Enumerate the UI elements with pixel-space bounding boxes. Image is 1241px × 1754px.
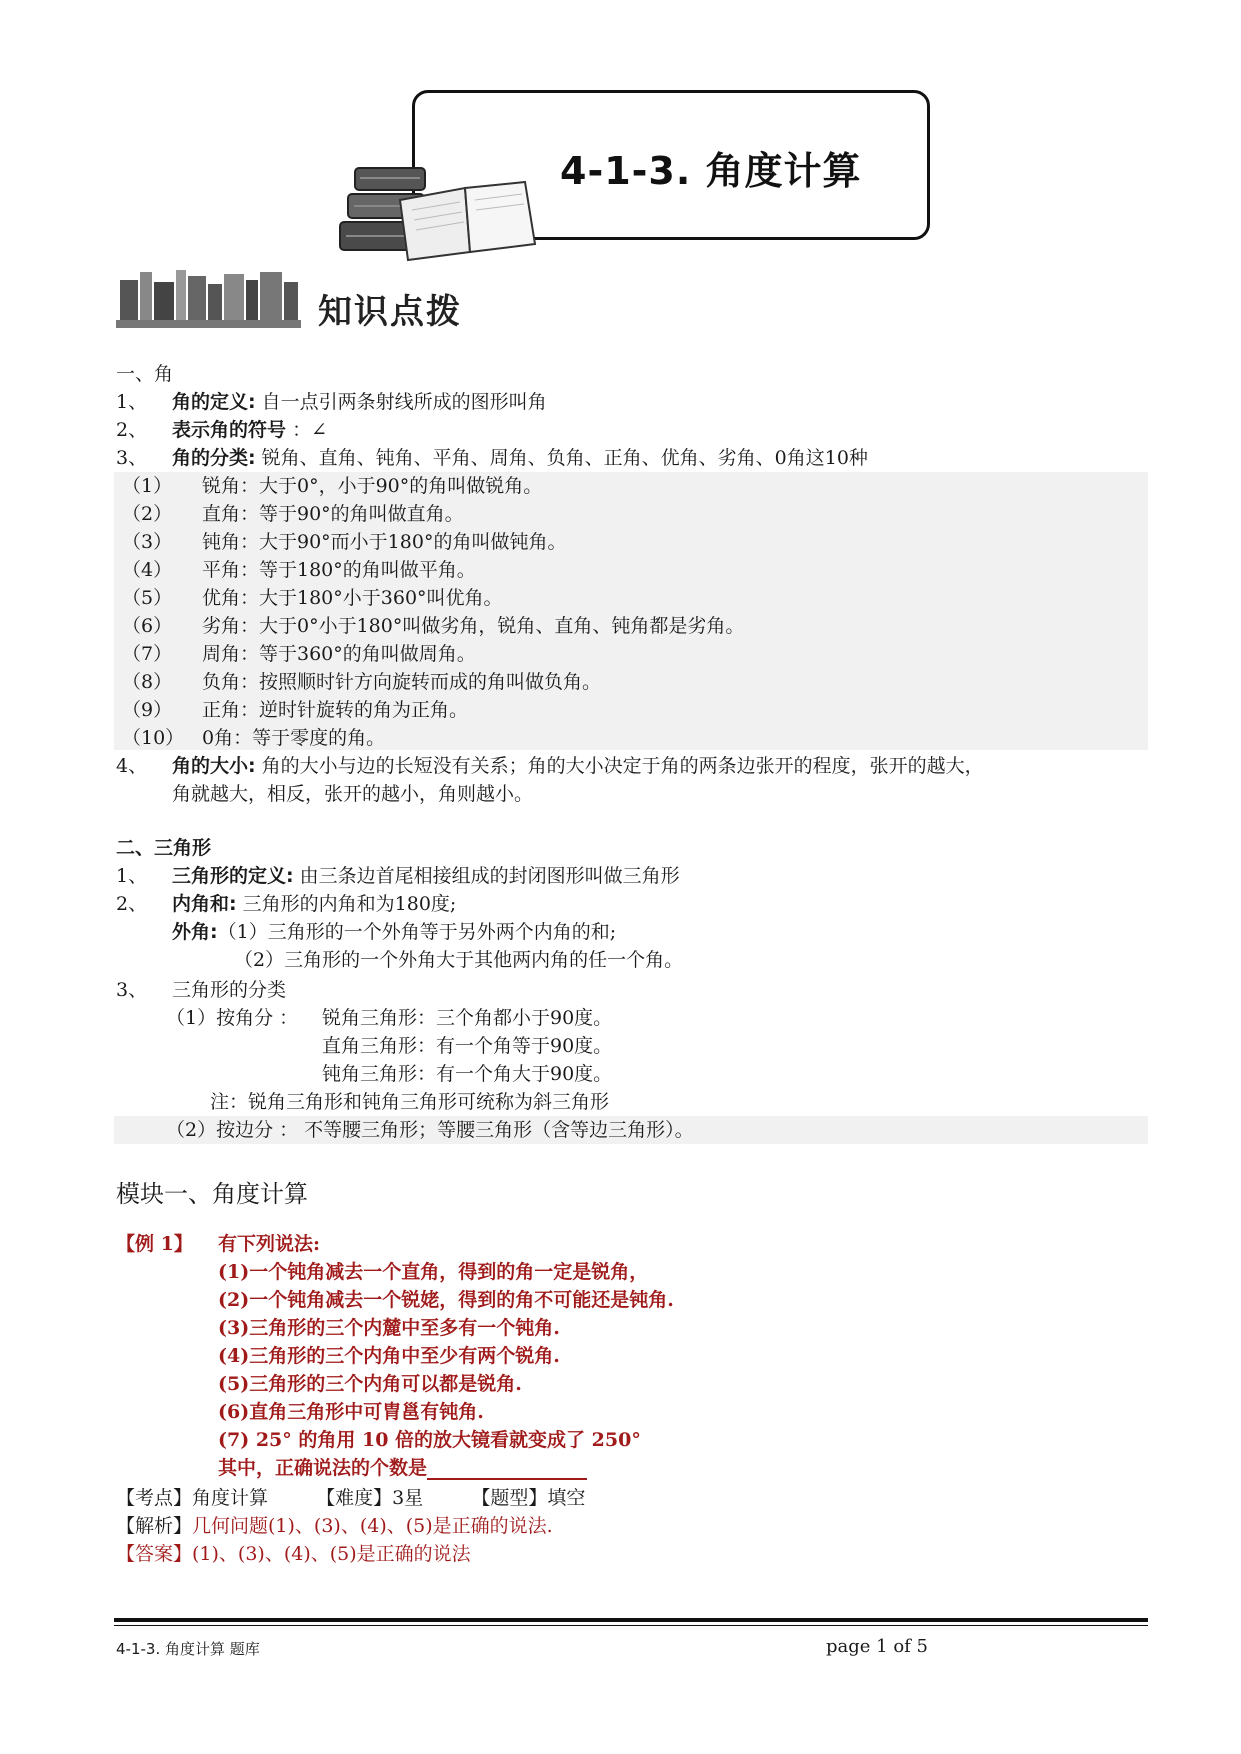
- example-meta: 【考点】角度计算 【难度】3星 【题型】填空: [116, 1487, 586, 1509]
- interior-angle-sum: 2、 内角和: 三角形的内角和为180度;: [116, 893, 457, 915]
- right-triangle: 直角三角形：有一个角等于90度。: [322, 1035, 613, 1057]
- statement: (1)一个钝角减去一个直角，得到的角一定是锐角，: [218, 1261, 649, 1283]
- answer-blank: [427, 1458, 587, 1480]
- section1-heading: 一、角: [116, 363, 174, 385]
- list-item: （4） 平角：等于180°的角叫做平角。: [122, 559, 476, 581]
- list-item: （5） 优角：大于180°小于360°叫优角。: [122, 587, 503, 609]
- acute-triangle: 锐角三角形：三个角都小于90度。: [322, 1007, 613, 1029]
- exterior-angle-1: 外角:（1）三角形的一个外角等于另外两个内角的和;: [172, 921, 617, 943]
- statement: (5)三角形的三个内角可以都是锐角.: [218, 1373, 522, 1395]
- angle-symbol: 2、 表示角的符号 ：∠: [116, 419, 327, 441]
- by-angle-label: （1）按角分 ：: [166, 1007, 299, 1029]
- angle-size-cont: 角就越大，相反，张开的越小，角则越小。: [172, 783, 534, 805]
- triangle-classification: 3、 三角形的分类: [116, 979, 287, 1001]
- page-title: 4-1-3. 角度计算: [560, 149, 862, 193]
- page-number: page 1 of 5: [826, 1636, 928, 1657]
- statement: (3)三角形的三个内麓中至多有一个钝角.: [218, 1317, 560, 1339]
- list-item: （9） 正角：逆时针旋转的角为正角。: [122, 699, 469, 721]
- statement: (7) 25° 的角用 10 倍的放大镜看就变成了 250°: [218, 1429, 641, 1451]
- section2-heading: 二、三角形: [116, 837, 212, 859]
- example-tag: 【例 1】: [116, 1233, 193, 1255]
- module-title: 模块一、角度计算: [116, 1180, 308, 1208]
- example-intro: 有下列说法:: [218, 1233, 321, 1255]
- footer-left: 4-1-3. 角度计算 题库: [116, 1640, 260, 1658]
- footer-rule-thick: [114, 1618, 1148, 1622]
- obtuse-triangle: 钝角三角形：有一个角大于90度。: [322, 1063, 613, 1085]
- list-item: （7） 周角：等于360°的角叫做周角。: [122, 643, 476, 665]
- example-analysis: 【解析】几何问题(1)、(3)、(4)、(5)是正确的说法.: [116, 1515, 553, 1537]
- list-item: （10） 0角：等于零度的角。: [122, 727, 386, 749]
- list-item: （2） 直角：等于90°的角叫做直角。: [122, 503, 464, 525]
- exterior-angle-2: （2）三角形的一个外角大于其他两内角的任一个角。: [234, 949, 684, 971]
- oblique-note: 注：锐角三角形和钝角三角形可统称为斜三角形: [210, 1091, 610, 1113]
- list-item: （8） 负角：按照顺时针方向旋转而成的角叫做负角。: [122, 671, 602, 693]
- list-item: （6） 劣角：大于0°小于180°叫做劣角，锐角、直角、钝角都是劣角。: [122, 615, 745, 637]
- angle-definition: 1、 角的定义: 自一点引两条射线所成的图形叫角: [116, 391, 547, 413]
- statement: (6)直角三角形中可胄邕有钝角.: [218, 1401, 484, 1423]
- section-banner-label: 知识点拨: [318, 292, 462, 332]
- angle-size: 4、 角的大小: 角的大小与边的长短没有关系；角的大小决定于角的两条边张开的程度，张开的越大，: [116, 755, 984, 777]
- books-illustration: [330, 160, 550, 270]
- bookshelf-banner-icon: [116, 262, 306, 334]
- statement: (4)三角形的三个内角中至少有两个锐角.: [218, 1345, 560, 1367]
- angle-classification: 3、 角的分类: 锐角、直角、钝角、平角、周角、负角、正角、优角、劣角、0角这10种: [116, 447, 868, 469]
- list-item: （1） 锐角：大于0°，小于90°的角叫做锐角。: [122, 475, 543, 497]
- triangle-definition: 1、 三角形的定义: 由三条边首尾相接组成的封闭图形叫做三角形: [116, 865, 680, 887]
- example-answer: 【答案】(1)、(3)、(4)、(5)是正确的说法: [116, 1543, 471, 1565]
- by-side: （2）按边分 ： 不等腰三角形；等腰三角形（含等边三角形）。: [166, 1119, 694, 1141]
- statement: (2)一个钝角减去一个锐姥，得到的角不可能还是钝角.: [218, 1289, 674, 1311]
- footer-rule-thin: [114, 1625, 1148, 1626]
- example-question: 其中，正确说法的个数是: [218, 1456, 587, 1480]
- list-item: （3） 钝角：大于90°而小于180°的角叫做钝角。: [122, 531, 567, 553]
